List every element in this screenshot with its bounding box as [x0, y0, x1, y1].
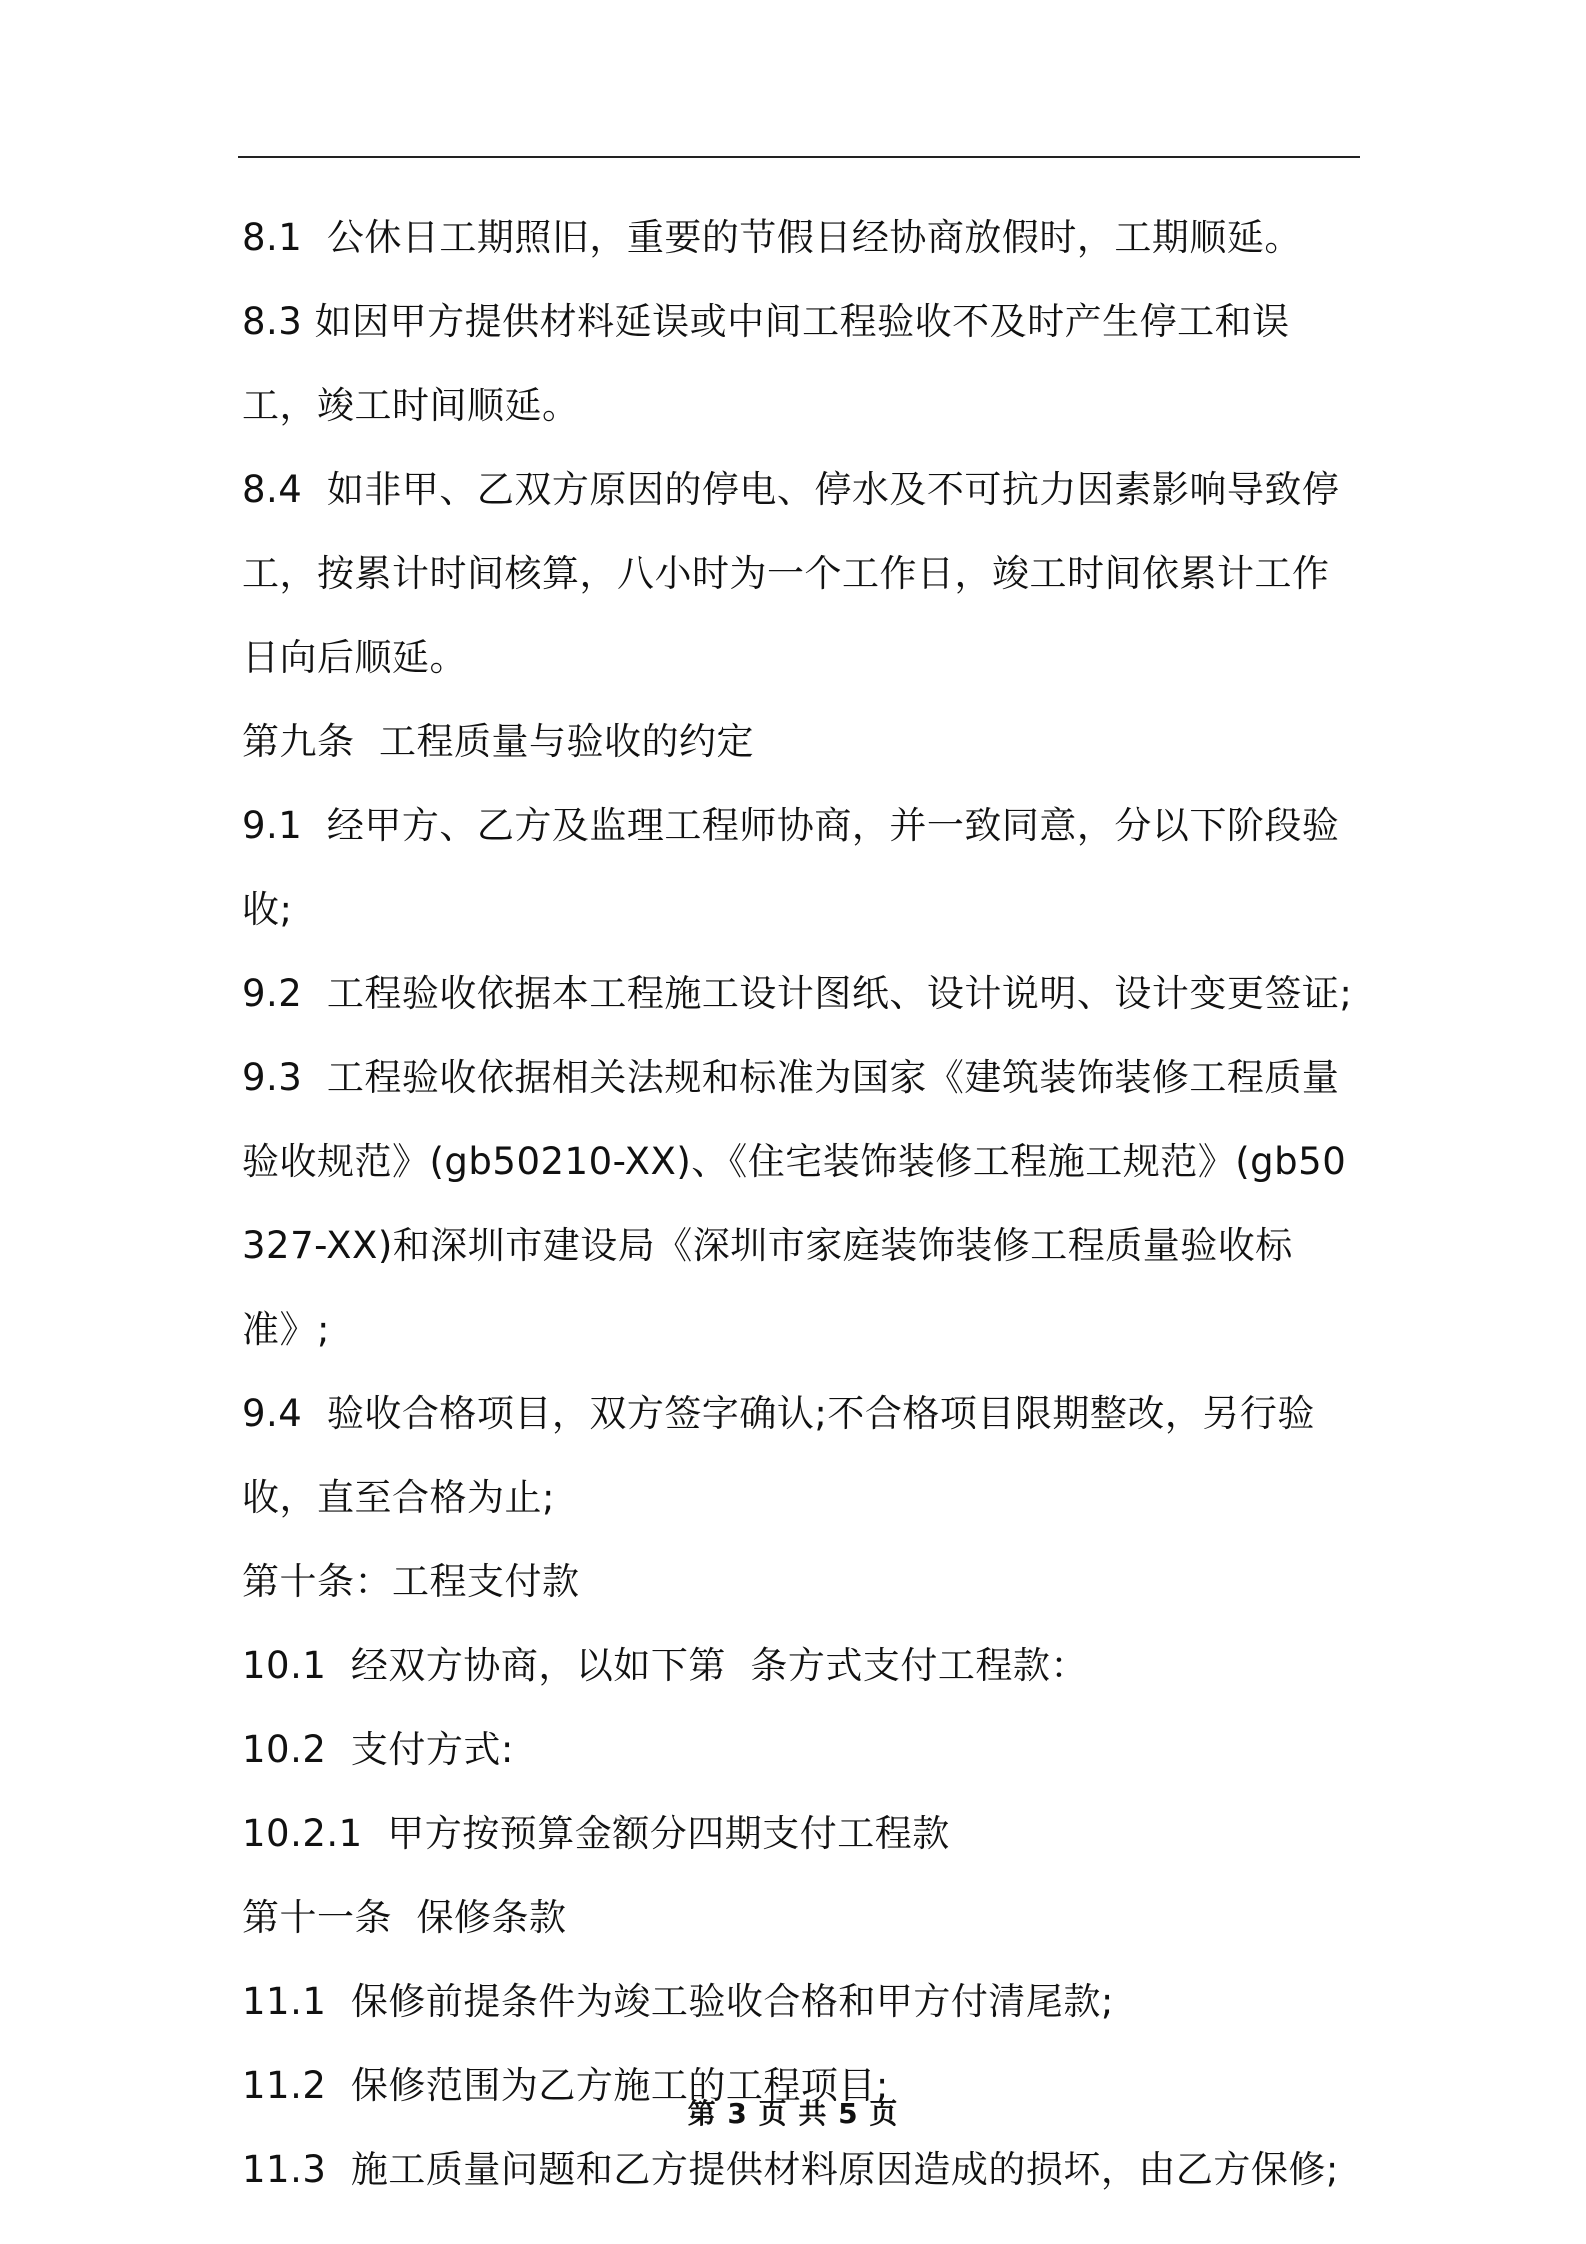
article-10-heading: 第十条：工程支付款	[242, 1560, 580, 1603]
article-11-heading: 第十一条 保修条款	[242, 1896, 567, 1939]
clause-8-3: 8.3 如因甲方提供材料延误或中间工程验收不及时产生停工和误工，竣工时间顺延。	[242, 300, 1290, 427]
clause-10-2: 10.2 支付方式:	[242, 1728, 514, 1771]
clause-8-4: 8.4 如非甲、乙双方原因的停电、停水及不可抗力因素影响导致停工，按累计时间核算，八小时为一个工作日，竣工时间依累计工作日向后顺延。	[242, 468, 1340, 679]
clause-11-3: 11.3 施工质量问题和乙方提供材料原因造成的损坏，由乙方保修;	[242, 2148, 1339, 2191]
clause-11-2: 11.2 保修范围为乙方施工的工程项目;	[242, 2064, 889, 2107]
clause-10-1: 10.1 经双方协商，以如下第 条方式支付工程款：	[242, 1644, 1088, 1687]
clause-9-2: 9.2 工程验收依据本工程施工设计图纸、设计说明、设计变更签证;	[242, 972, 1353, 1015]
clause-9-4: 9.4 验收合格项目，双方签字确认;不合格项目限期整改，另行验收，直至合格为止;	[242, 1392, 1315, 1519]
article-9-heading: 第九条 工程质量与验收的约定	[242, 720, 755, 763]
clause-9-1: 9.1 经甲方、乙方及监理工程师协商，并一致同意，分以下阶段验收;	[242, 804, 1340, 931]
clause-8-1: 8.1 公休日工期照旧，重要的节假日经协商放假时，工期顺延。	[242, 216, 1302, 259]
clause-11-1: 11.1 保修前提条件为竣工验收合格和甲方付清尾款;	[242, 1980, 1114, 2023]
clause-9-3: 9.3 工程验收依据相关法规和标准为国家《建筑装饰装修工程质量验收规范》(gb50210-XX)、《住宅装饰装修工程施工规范》(gb50327-XX)和深圳市建设局《深圳市家庭装饰装修工程质量验收标准》;	[242, 1056, 1347, 1351]
clause-10-2-1: 10.2.1 甲方按预算金额分四期支付工程款	[242, 1812, 950, 1855]
page-number-footer: 第 3 页 共 5 页	[687, 2097, 899, 2130]
header-rule	[238, 156, 1360, 158]
document-body	[242, 196, 1364, 2212]
